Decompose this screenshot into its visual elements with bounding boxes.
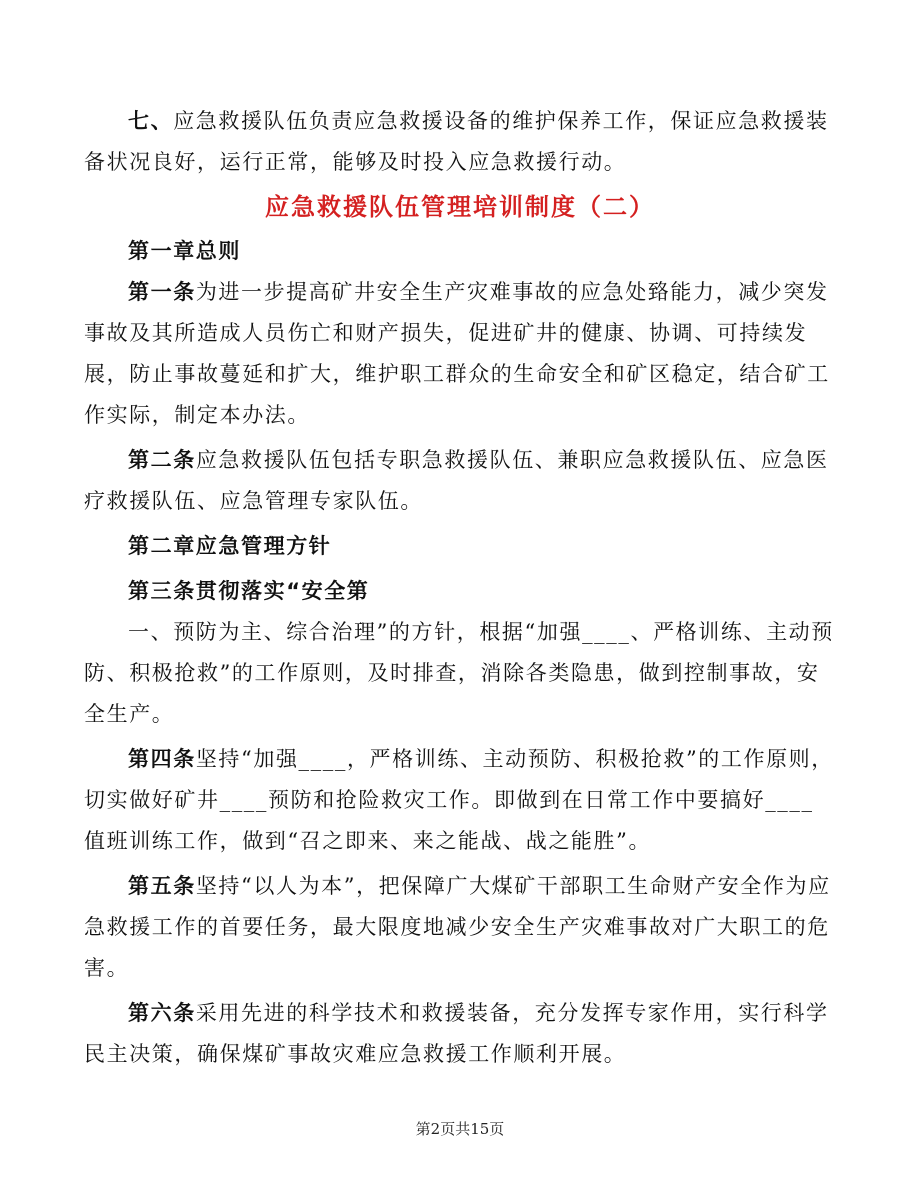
article-text: 坚持“以人为本”，把保障广大煤矿干部职工生命财产安全作为应急救援工作的首要任务，最大限度地减少安全生产灾难事故对广大职工的危害。 (84, 874, 831, 980)
article-3-body: 一、预防为主、综合治理”的方针，根据“加强____、严格训练、主动预防、积极抢救”的工作原则，及时排查，消除各类隐患，做到控制事故，安全生产。 (84, 620, 834, 726)
article-lead: 第五条 (128, 874, 196, 898)
article-text: 为进一步提高矿井安全生产灾难事故的应急处臵能力，减少突发事故及其所造成人员伤亡和财产损失，促进矿井的健康、协调、可持续发展，防止事故蔓延和扩大，维护职工群众的生命安全和矿区稳定，结合矿工作实际，制定本办法。 (84, 280, 830, 427)
article-lead: 第二条 (128, 448, 196, 472)
article-lead: 第一条 (128, 280, 196, 304)
article-text: 坚持“加强____，严格训练、主动预防、积极抢救”的工作原则，切实做好矿井____预防和抢险救灾工作。即做到在日常工作中要搞好____值班训练工作，做到“召之即来、来之能战、战之能胜”。 (84, 747, 834, 853)
article-lead: 第六条 (128, 1001, 196, 1025)
chapter-heading-2: 第二章应急管理方针 (128, 534, 332, 558)
paragraph-text: 应急救援队伍负责应急救援设备的维护保养工作，保证应急救援装备状况良好，运行正常，能够及时投入应急救援行动。 (84, 109, 829, 174)
paragraph-item-seven (84, 101, 836, 183)
article-text: 采用先进的科学技术和救援装备，充分发挥专家作用，实行科学民主决策，确保煤矿事故灾难应急救援工作顺利开展。 (84, 1001, 829, 1066)
article-2 (84, 440, 836, 522)
article-4 (84, 739, 836, 862)
document-body (84, 101, 836, 1075)
page-number-footer: 第2页共15页 (415, 1120, 505, 1138)
article-6 (84, 993, 836, 1075)
article-text: 应急救援队伍包括专职急救援队伍、兼职应急救援队伍、应急医疗救援队伍、应急管理专家队伍。 (84, 448, 829, 513)
article-5 (84, 866, 836, 989)
chapter-heading-1: 第一章总则 (128, 239, 241, 263)
article-1 (84, 272, 836, 436)
document-title: 应急救援队伍管理培训制度（二） (265, 193, 655, 221)
article-3-heading: 第三条贯彻落实“安全第 (128, 579, 370, 603)
paragraph-lead: 七、 (128, 109, 174, 133)
article-lead: 第四条 (128, 747, 196, 771)
